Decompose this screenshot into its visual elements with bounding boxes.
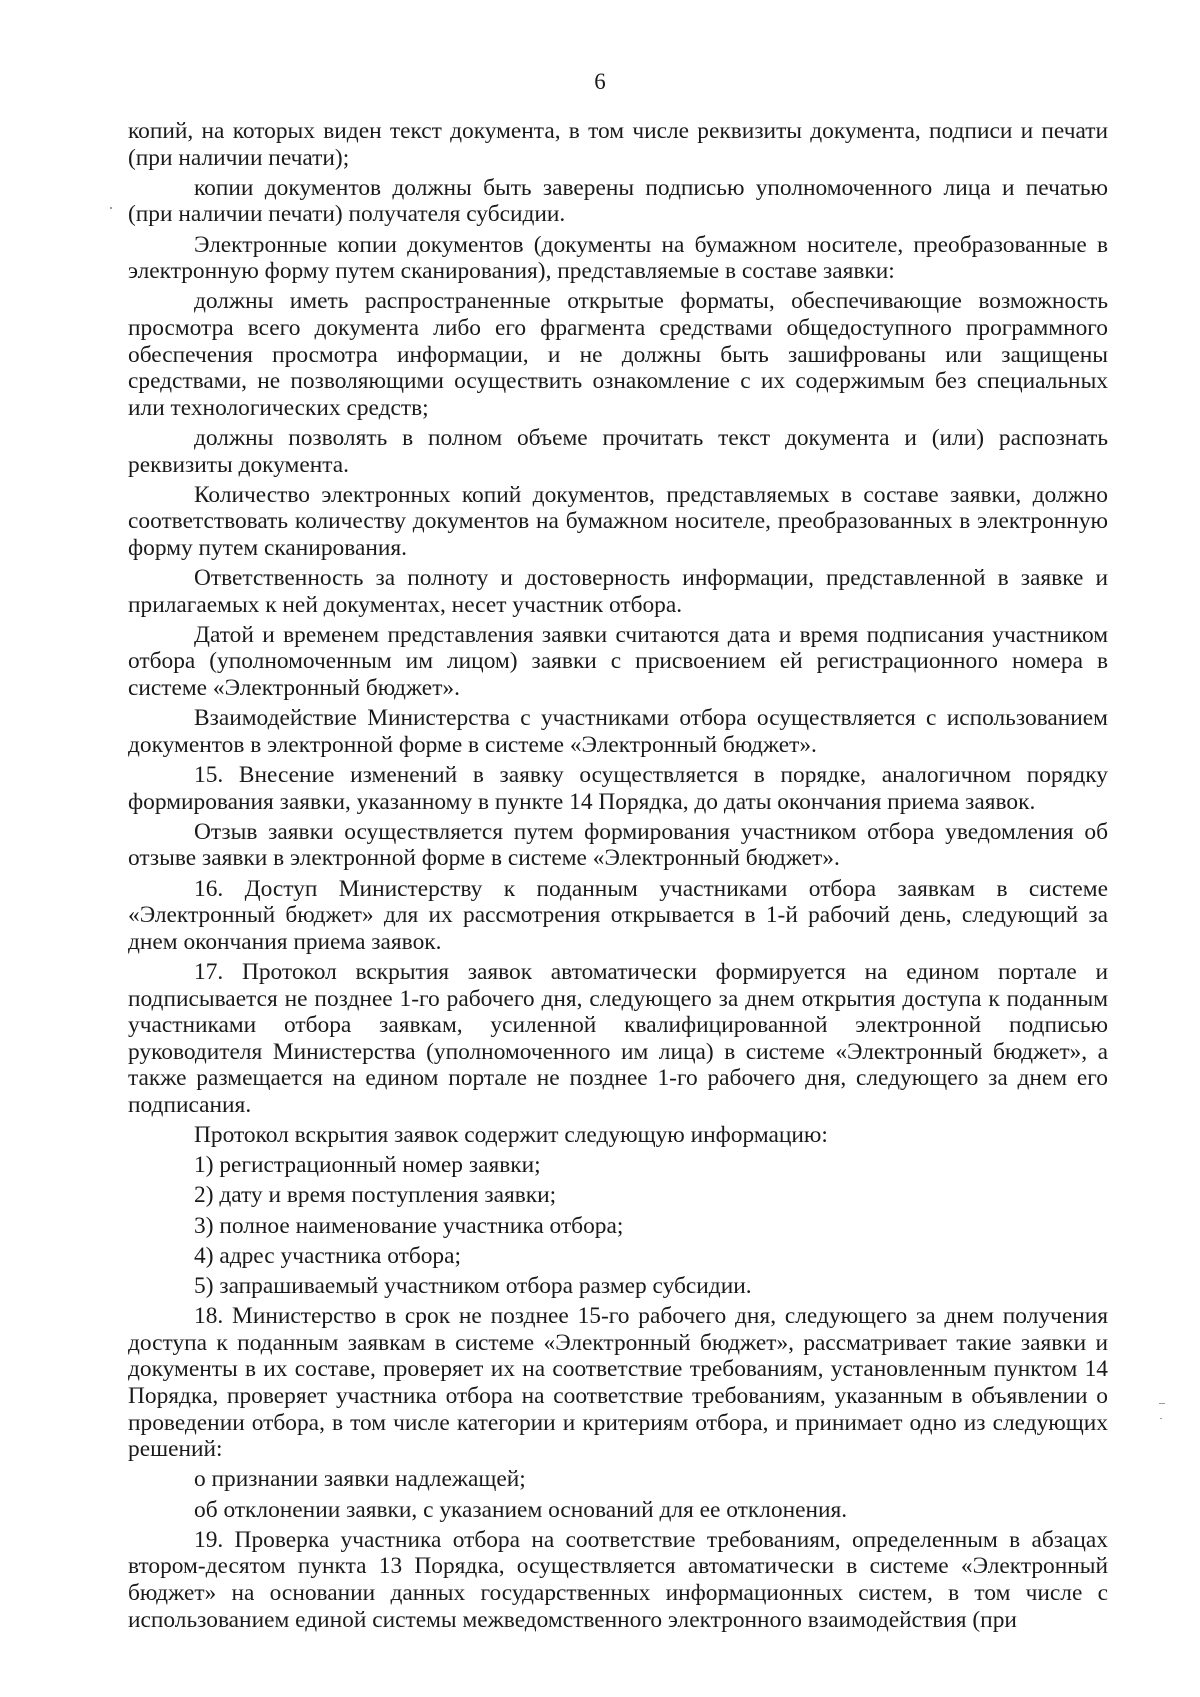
paragraph: 16. Доступ Министерству к поданным участниками отбора заявкам в системе «Электронный бюджет» для их рассмотрения открывается в 1-й рабочий день, следующий за днем окончания приема заявок.	[128, 875, 1108, 955]
list-item: о признании заявки надлежащей;	[194, 1466, 526, 1493]
paragraph: Датой и временем представления заявки считаются дата и время подписания участником отбора (уполномоченным им лицом) заявки с присвоением ей регистрационного номера в системе «Электронный бюджет».	[128, 621, 1108, 702]
paragraph: 17. Протокол вскрытия заявок автоматически формируется на едином портале и подписывается не позднее 1-го рабочего дня, следующего за днем открытия доступа к поданным участниками отбора заявкам, усиленной квалифицированной электронной подписью руководителя Министерства (уполномоченного им лица) в системе «Электронный бюджет», а также размещается на едином портале не позднее 1-го рабочего дня, следующего за днем его подписания.	[128, 958, 1108, 1118]
scan-artifact	[1159, 1403, 1165, 1404]
paragraph: Ответственность за полноту и достоверность информации, представленной в заявке и прилагаемых к ней документах, несет участник отбора.	[128, 565, 1108, 618]
list-item: 3) полное наименование участника отбора;	[194, 1212, 624, 1239]
paragraph: 19. Проверка участника отбора на соответствие требованиям, определенным в абзацах втором-десятом пункта 13 Порядка, осуществляется автоматически в системе «Электронный бюджет» на основании данных государственных информационных систем, в том числе с использованием единой системы межведомственного электронного взаимодействия (при	[128, 1526, 1108, 1633]
paragraph: копии документов должны быть заверены подписью уполномоченного лица и печатью (при наличии печати) получателя субсидии.	[128, 174, 1108, 228]
paragraph: Количество электронных копий документов, представляемых в составе заявки, должно соответствовать количеству документов на бумажном носителе, преобразованных в электронную форму путем сканирования.	[128, 481, 1108, 561]
list-item: 1) регистрационный номер заявки;	[194, 1152, 541, 1179]
scan-artifact	[110, 207, 112, 209]
paragraph: Электронные копии документов (документы на бумажном носителе, преобразованные в электронную форму путем сканирования), представляемые в составе заявки:	[128, 231, 1108, 285]
list-item: 5) запрашиваемый участником отбора размер субсидии.	[194, 1273, 752, 1300]
paragraph: Протокол вскрытия заявок содержит следующую информацию:	[194, 1122, 828, 1149]
paragraph: должны позволять в полном объеме прочитать текст документа и (или) распознать реквизиты документа.	[128, 424, 1108, 478]
paragraph: должны иметь распространенные открытые форматы, обеспечивающие возможность просмотра всего документа либо его фрагмента средствами общедоступного программного обеспечения просмотра информации, и не должны быть зашифрованы или защищены средствами, не позволяющими осуществить ознакомление с их содержимым без специальных или технологических средств;	[128, 288, 1108, 421]
list-item: 2) дату и время поступления заявки;	[194, 1182, 557, 1209]
paragraph: 15. Внесение изменений в заявку осуществляется в порядке, аналогичном порядку формирования заявки, указанному в пункте 14 Порядка, до даты окончания приема заявок.	[128, 762, 1108, 815]
list-item: 4) адрес участника отбора;	[194, 1242, 462, 1269]
page-number: 6	[594, 69, 606, 94]
scan-artifact	[1160, 1418, 1162, 1419]
paragraph: Взаимодействие Министерства с участниками отбора осуществляется с использованием документов в электронной форме в системе «Электронный бюджет».	[128, 705, 1108, 758]
document-body	[128, 118, 1108, 1637]
list-item: об отклонении заявки, с указанием оснований для ее отклонения.	[194, 1496, 848, 1523]
paragraph: Отзыв заявки осуществляется путем формирования участником отбора уведомления об отзыве заявки в электронной форме в системе «Электронный бюджет».	[128, 818, 1108, 872]
paragraph: 18. Министерство в срок не позднее 15-го рабочего дня, следующего за днем получения доступа к поданным заявкам в системе «Электронный бюджет», рассматривает такие заявки и документы в их составе, проверяет их на соответствие требованиям, установленным пунктом 14 Порядка, проверяет участника отбора на соответствие требованиям, указанным в объявлении о проведении отбора, в том числе категории и критериям отбора, и принимает одно из следующих решений:	[128, 1303, 1108, 1463]
paragraph: копий, на которых виден текст документа, в том числе реквизиты документа, подписи и печати (при наличии печати);	[128, 118, 1108, 171]
